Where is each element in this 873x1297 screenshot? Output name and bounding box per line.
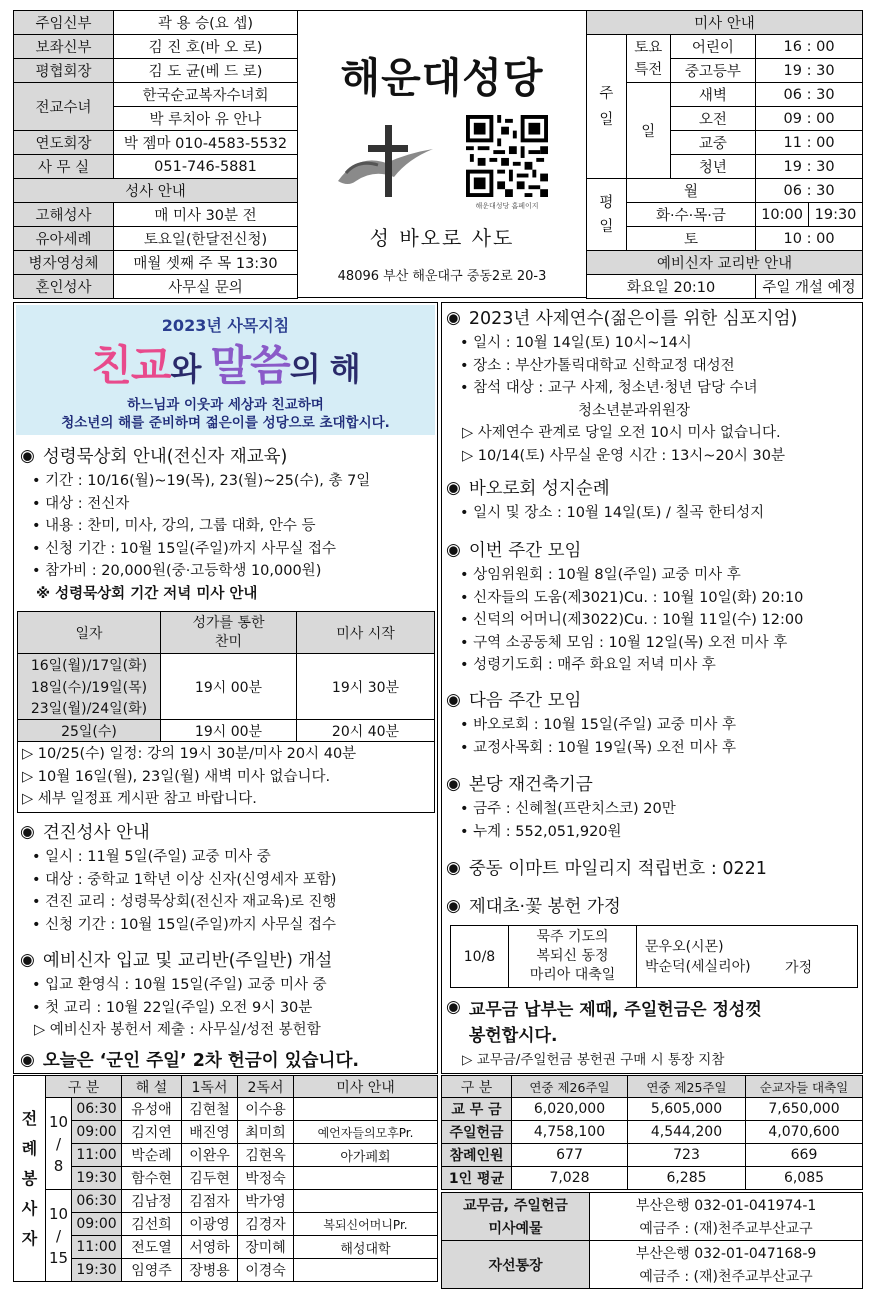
section-bullet-icon: ◉: [446, 773, 461, 794]
service-head: 미사 안내: [294, 1076, 438, 1098]
section-bullet-icon: ◉: [446, 539, 461, 560]
service-table: [13, 1075, 438, 1282]
banner-line2: 청소년의 해를 준비하며 젊은이를 성당으로 초대합시다.: [61, 415, 390, 431]
service-cell: 이광영: [182, 1213, 238, 1236]
service-cell: 예언자들의모후Pr.: [294, 1121, 438, 1144]
banner-year: 2023년 사목지침: [161, 316, 290, 335]
retreat-item: • 신청 기간 : 10월 15일(주일)까지 사무실 접수: [32, 538, 432, 561]
account-owner: 예금주 : (재)천주교부산교구: [590, 1217, 863, 1241]
confirmation-item: • 견진 교리 : 성령묵상회(전신자 재교육)로 진행: [32, 891, 432, 914]
patron-saint: 성 바오로 사도: [369, 226, 515, 250]
parish-logo-icon: [338, 123, 433, 203]
retreat-title-text: 성령묵상회 안내(전신자 재교육): [42, 447, 288, 467]
this-week-item: • 구역 소공동체 모임 : 10월 12일(목) 오전 미사 후: [460, 632, 860, 655]
staff-name: 김 도 균(베 드 로): [114, 59, 298, 83]
retreat-title: [20, 443, 432, 468]
mass-label: 화·수·목·금: [626, 203, 755, 227]
section-bullet-icon: ◉: [446, 477, 461, 498]
retreat-note: ▷ 10/25(수) 일정: 강의 19시 30분/미사 20시 40분: [22, 743, 434, 766]
schedule-date: 16일(월)/17일(화): [18, 654, 161, 676]
finance-cell: 5,605,000: [628, 1098, 746, 1121]
schedule-praise: 19시 00분: [161, 720, 297, 742]
dues-title: [446, 997, 860, 1049]
rebuild-title-text: 본당 재건축기금: [468, 775, 593, 795]
pilgrimage-item: • 일시 및 장소 : 10월 14일(토) / 칠곡 한티성지: [460, 502, 860, 525]
mass-saturday-eve-label: 토요 특전: [626, 35, 670, 83]
service-cell: 임영주: [122, 1259, 182, 1282]
mass-time: 19:30: [809, 203, 863, 227]
mass-title: 미사 안내: [587, 11, 863, 35]
service-cell: 복되신어머니Pr.: [294, 1213, 438, 1236]
finance-head: 순교자들 대축일: [746, 1076, 863, 1098]
service-cell: 김현철: [182, 1098, 238, 1121]
this-week-item: • 신자들의 도움(제3021)Cu. : 10월 10일(화) 20:10: [460, 587, 860, 610]
next-week-section: [446, 687, 860, 759]
section-bullet-icon: ◉: [446, 997, 461, 1017]
banner-motto-2: 와: [170, 350, 211, 388]
sacrament-label: 고해성사: [14, 203, 114, 227]
sacrament-value: 매월 셋째 주 목 13:30: [114, 251, 298, 275]
staff-role: 전교수녀: [14, 83, 114, 131]
confirmation-section: [20, 819, 432, 936]
priest-retreat-title-text: 2023년 사제연수(젊은이를 위한 심포지엄): [468, 309, 798, 329]
service-cell: [294, 1167, 438, 1190]
candle-suffix: 가정: [785, 959, 813, 976]
mass-label: 어린이: [670, 35, 756, 59]
service-cell: 박가영: [238, 1190, 294, 1213]
rebuild-section: [446, 771, 860, 843]
service-cell: 이완우: [182, 1144, 238, 1167]
staff-name: 곽 용 승(요 셉): [114, 11, 298, 35]
mass-label: 청년: [670, 155, 756, 179]
finance-cell: 677: [512, 1144, 628, 1167]
this-week-title-text: 이번 주간 모임: [468, 541, 582, 561]
emart-mileage: [446, 855, 767, 880]
service-cell: [294, 1190, 438, 1213]
service-cell: 유성애: [122, 1098, 182, 1121]
staff-role: 평협회장: [14, 59, 114, 83]
finance-cell: 6,285: [628, 1167, 746, 1190]
finance-table: [441, 1075, 863, 1190]
finance-cell: 6,020,000: [512, 1098, 628, 1121]
retreat-note: ▷ 세부 일정표 게시판 참고 바랍니다.: [22, 788, 434, 811]
section-bullet-icon: ◉: [20, 821, 35, 842]
service-cell: 아가페회: [294, 1144, 438, 1167]
soldiers-sunday-text: 오늘은 ‘군인 주일’ 2차 헌금이 있습니다.: [42, 1051, 360, 1071]
service-cell: 서영하: [182, 1236, 238, 1259]
mass-time: 11 : 00: [756, 131, 863, 155]
service-cell: 전도열: [122, 1236, 182, 1259]
next-week-title: [446, 687, 860, 712]
service-head: 구 분: [46, 1076, 122, 1098]
banner-line1: 하느님과 이웃과 세상과 친교하며: [127, 397, 324, 413]
service-cell: 김두현: [182, 1167, 238, 1190]
staff-name: 051-746-5881: [114, 155, 298, 179]
candle-intent: 묵주 기도의 복되신 동정 마리아 대축일: [509, 926, 637, 988]
service-cell: 박정숙: [238, 1167, 294, 1190]
mass-sunday-label: 주 일: [587, 35, 627, 179]
catechumen-title: [20, 947, 432, 972]
this-week-section: [446, 537, 860, 677]
mass-time: 06 : 30: [756, 83, 863, 107]
finance-cell: 7,028: [512, 1167, 628, 1190]
finance-cell: 4,758,100: [512, 1121, 628, 1144]
finance-label: 주일헌금: [442, 1121, 512, 1144]
emart-mileage-text: 중동 이마트 마일리지 적립번호 : 0221: [468, 859, 767, 879]
sacrament-label: 혼인성사: [14, 275, 114, 299]
service-cell: [294, 1098, 438, 1121]
finance-head: 구 분: [442, 1076, 512, 1098]
service-cell: 김지연: [122, 1121, 182, 1144]
mass-time: 16 : 00: [756, 35, 863, 59]
sacrament-value: 사무실 문의: [114, 275, 298, 299]
service-cell: 배진영: [182, 1121, 238, 1144]
banner-motto-3: 말씀: [210, 341, 290, 390]
finance-cell: 669: [746, 1144, 863, 1167]
service-head: 1독서: [182, 1076, 238, 1098]
service-cell: 이경숙: [238, 1259, 294, 1282]
sacrament-label: 유아세례: [14, 227, 114, 251]
pilgrimage-section: [446, 475, 860, 525]
parish-title: 해운대성당: [340, 54, 544, 102]
candle-title: [446, 893, 621, 918]
service-cell: 함수현: [122, 1167, 182, 1190]
pilgrimage-title-text: 바오로회 성지순례: [468, 479, 610, 499]
this-week-item: • 성령기도회 : 매주 화요일 저녁 미사 후: [460, 654, 860, 677]
service-head: 2독서: [238, 1076, 294, 1098]
schedule-head: 성가를 통한 찬미: [161, 612, 297, 654]
retreat-item: • 대상 : 전신자: [32, 493, 432, 516]
candle-date: 10/8: [451, 926, 509, 988]
staff-name: 박 젬마 010-4583-5532: [114, 131, 298, 155]
service-cell: 최미희: [238, 1121, 294, 1144]
catechumen-section: [20, 947, 432, 1042]
finance-cell: 4,070,600: [746, 1121, 863, 1144]
this-week-item: • 상임위원회 : 10월 8일(주일) 교중 미사 후: [460, 564, 860, 587]
mass-time: 19 : 30: [756, 59, 863, 83]
qr-caption: 해운대성당 홈페이지: [475, 202, 539, 210]
next-week-item: • 교정사목회 : 10월 19일(목) 오전 미사 후: [460, 737, 860, 760]
mass-time: 09 : 00: [756, 107, 863, 131]
staff-table: [13, 10, 298, 299]
confirmation-item: • 신청 기간 : 10월 15일(주일)까지 사무실 접수: [32, 914, 432, 937]
account-owner: 예금주 : (재)천주교부산교구: [590, 1265, 863, 1289]
retreat-note: ▷ 10월 16일(월), 23일(월) 새벽 미사 없습니다.: [22, 766, 434, 789]
retreat-item: • 기간 : 10/16(월)~19(목), 23(월)~25(수), 총 7일: [32, 470, 432, 493]
rebuild-title: [446, 771, 860, 796]
mass-label: 오전: [670, 107, 756, 131]
account-label: 교무금, 주일헌금: [442, 1193, 590, 1217]
dues-section: [446, 997, 860, 1072]
service-time: 09:00: [72, 1121, 122, 1144]
pilgrimage-title: [446, 475, 860, 500]
service-time: 19:30: [72, 1259, 122, 1282]
finance-cell: 4,544,200: [628, 1121, 746, 1144]
catechumen-item: • 첫 교리 : 10월 22일(주일) 오전 9시 30분: [32, 997, 432, 1020]
rebuild-item: • 금주 : 신혜철(프란치스코) 20만: [460, 798, 860, 821]
dues-note: ▷ 교무금/주일헌금 봉헌권 구매 시 통장 지참: [462, 1049, 860, 1072]
retreat-item: • 참가비 : 20,000원(중·고등학생 10,000원): [32, 560, 432, 583]
staff-role: 주임신부: [14, 11, 114, 35]
account-label: 자선통장: [442, 1241, 590, 1289]
retreat-notes: [17, 741, 435, 813]
service-side-label: 전 례 봉 사 자: [14, 1076, 46, 1282]
this-week-title: [446, 537, 860, 562]
service-cell: 김현옥: [238, 1144, 294, 1167]
service-cell: 김선희: [122, 1213, 182, 1236]
mass-label: 교중: [670, 131, 756, 155]
accounts-table: [441, 1192, 863, 1289]
retreat-schedule-table: [17, 611, 435, 742]
service-cell: 김경자: [238, 1213, 294, 1236]
banner-motto-1: 친교: [91, 341, 171, 390]
schedule-mass: 19시 30분: [297, 654, 435, 720]
mass-label: 중고등부: [670, 59, 756, 83]
confirmation-title: [20, 819, 432, 844]
mass-label: 월: [626, 179, 755, 203]
account-bank: 부산은행 032-01-047168-9: [590, 1241, 863, 1265]
mass-time: 10 : 00: [756, 227, 863, 251]
mass-time: 06 : 30: [756, 179, 863, 203]
sacrament-value: 토요일(한달전신청): [114, 227, 298, 251]
finance-head: 연중 제25주일: [628, 1076, 746, 1098]
priest-retreat-section: [446, 305, 860, 468]
finance-cell: 7,650,000: [746, 1098, 863, 1121]
priest-retreat-cont: 청소년분과위원장: [578, 402, 691, 419]
left-column: [13, 302, 438, 1074]
section-bullet-icon: ◉: [20, 445, 35, 466]
this-week-item: • 신덕의 어머니(제3022)Cu. : 10월 11일(수) 12:00: [460, 609, 860, 632]
retreat-sub: ※ 성령묵상회 기간 저녁 미사 안내: [36, 585, 258, 602]
catechumen-class-note: 주일 개설 예정: [756, 275, 863, 299]
catechumen-note: ▷ 예비신자 봉헌서 제출 : 사무실/성전 봉헌함: [34, 1019, 432, 1042]
mass-time: 10:00: [756, 203, 809, 227]
finance-label: 1인 평균: [442, 1167, 512, 1190]
service-date: 10 / 8: [46, 1098, 72, 1190]
service-cell: 김점자: [182, 1190, 238, 1213]
service-time: 19:30: [72, 1167, 122, 1190]
sacrament-value: 매 미사 30분 전: [114, 203, 298, 227]
section-bullet-icon: ◉: [446, 895, 461, 916]
rebuild-item: • 누계 : 552,051,920원: [460, 821, 860, 844]
service-time: 06:30: [72, 1098, 122, 1121]
section-bullet-icon: ◉: [446, 857, 461, 878]
service-cell: 김남정: [122, 1190, 182, 1213]
qr-code-icon: [466, 115, 548, 197]
priest-retreat-title: [446, 305, 860, 330]
finance-head: 연중 제26주일: [512, 1076, 628, 1098]
service-cell: 해성대학: [294, 1236, 438, 1259]
confirmation-item: • 대상 : 중학교 1학년 이상 신자(신영세자 포함): [32, 869, 432, 892]
dues-title-text: 교무금 납부는 제때, 주일헌금은 정성껏 봉헌합시다.: [468, 1000, 762, 1046]
section-bullet-icon: ◉: [20, 949, 35, 970]
mass-label: 토: [626, 227, 755, 251]
right-column: [441, 302, 863, 1074]
account-label: 미사예물: [442, 1217, 590, 1241]
staff-role: 연도회장: [14, 131, 114, 155]
service-cell: 박순례: [122, 1144, 182, 1167]
candle-title-text: 제대초·꽃 봉헌 가정: [468, 897, 621, 917]
service-cell: 이수용: [238, 1098, 294, 1121]
service-date: 10 / 15: [46, 1190, 72, 1282]
priest-retreat-item: • 참석 대상 : 교구 사제, 청소년·청년 담당 수녀: [460, 377, 860, 400]
staff-name: 박 루치아 유 안나: [114, 107, 298, 131]
priest-retreat-item: • 장소 : 부산가톨릭대학교 신학교정 대성전: [460, 355, 860, 378]
service-time: 06:30: [72, 1190, 122, 1213]
schedule-head: 미사 시작: [297, 612, 435, 654]
schedule-head: 일자: [18, 612, 161, 654]
pastoral-banner: [16, 305, 435, 435]
confirmation-item: • 일시 : 11월 5일(주일) 교중 미사 중: [32, 846, 432, 869]
schedule-praise: 19시 00분: [161, 654, 297, 720]
catechumen-class-time: 화요일 20:10: [587, 275, 756, 299]
mass-label: 새벽: [670, 83, 756, 107]
priest-retreat-item: • 일시 : 10월 14일(토) 10시~14시: [460, 332, 860, 355]
priest-retreat-note: ▷ 사제연수 관계로 당일 오전 10시 미사 없습니다.: [462, 422, 860, 445]
sacraments-title: 성사 안내: [14, 179, 298, 203]
catechumen-title-text: 예비신자 입교 및 교리반(주일반) 개설: [42, 951, 333, 971]
staff-role: 보좌신부: [14, 35, 114, 59]
finance-label: 참례인원: [442, 1144, 512, 1167]
retreat-item: • 내용 : 찬미, 미사, 강의, 그룹 대화, 안수 등: [32, 515, 432, 538]
service-time: 11:00: [72, 1236, 122, 1259]
next-week-title-text: 다음 주간 모임: [468, 691, 582, 711]
finance-label: 교 무 금: [442, 1098, 512, 1121]
finance-cell: 723: [628, 1144, 746, 1167]
mass-weekday-label: 평 일: [587, 179, 627, 251]
service-head: 해 설: [122, 1076, 182, 1098]
mass-sunday-day-label: 일: [626, 83, 670, 179]
banner-motto-4: 의 해: [289, 350, 360, 388]
candle-names: 문우오(시몬) 박순덕(세실리아): [645, 938, 751, 975]
service-time: 11:00: [72, 1144, 122, 1167]
schedule-date: 23일(월)/24일(화): [18, 698, 161, 720]
retreat-section: [20, 443, 432, 605]
schedule-date: 18일(수)/19일(목): [18, 676, 161, 698]
next-week-item: • 바오로회 : 10월 15일(주일) 교중 미사 후: [460, 714, 860, 737]
banner-motto: [16, 333, 435, 393]
staff-name: 한국순교복자수녀회: [114, 83, 298, 107]
sacrament-label: 병자영성체: [14, 251, 114, 275]
section-bullet-icon: ◉: [446, 307, 461, 328]
schedule-date: 25일(수): [18, 720, 161, 742]
section-bullet-icon: ◉: [446, 689, 461, 710]
schedule-mass: 20시 40분: [297, 720, 435, 742]
soldiers-sunday: [20, 1047, 359, 1072]
catechumen-item: • 입교 환영식 : 10월 15일(주일) 교중 미사 중: [32, 974, 432, 997]
catechumen-class-title: 예비신자 교리반 안내: [587, 251, 863, 275]
mass-table: [586, 10, 863, 299]
service-cell: [294, 1259, 438, 1282]
parish-address: 48096 부산 해운대구 중동2로 20-3: [337, 269, 547, 284]
candle-family: [637, 926, 858, 988]
candle-table: [450, 925, 858, 988]
service-cell: 장미혜: [238, 1236, 294, 1259]
mass-time: 19 : 30: [756, 155, 863, 179]
service-time: 09:00: [72, 1213, 122, 1236]
header: [298, 10, 586, 298]
staff-name: 김 진 호(바 오 로): [114, 35, 298, 59]
confirmation-title-text: 견진성사 안내: [42, 823, 150, 843]
priest-retreat-note: ▷ 10/14(토) 사무실 운영 시간 : 13시~20시 30분: [462, 445, 860, 468]
finance-cell: 6,085: [746, 1167, 863, 1190]
section-bullet-icon: ◉: [20, 1049, 35, 1070]
service-cell: 장병용: [182, 1259, 238, 1282]
staff-role: 사 무 실: [14, 155, 114, 179]
account-bank: 부산은행 032-01-041974-1: [590, 1193, 863, 1217]
